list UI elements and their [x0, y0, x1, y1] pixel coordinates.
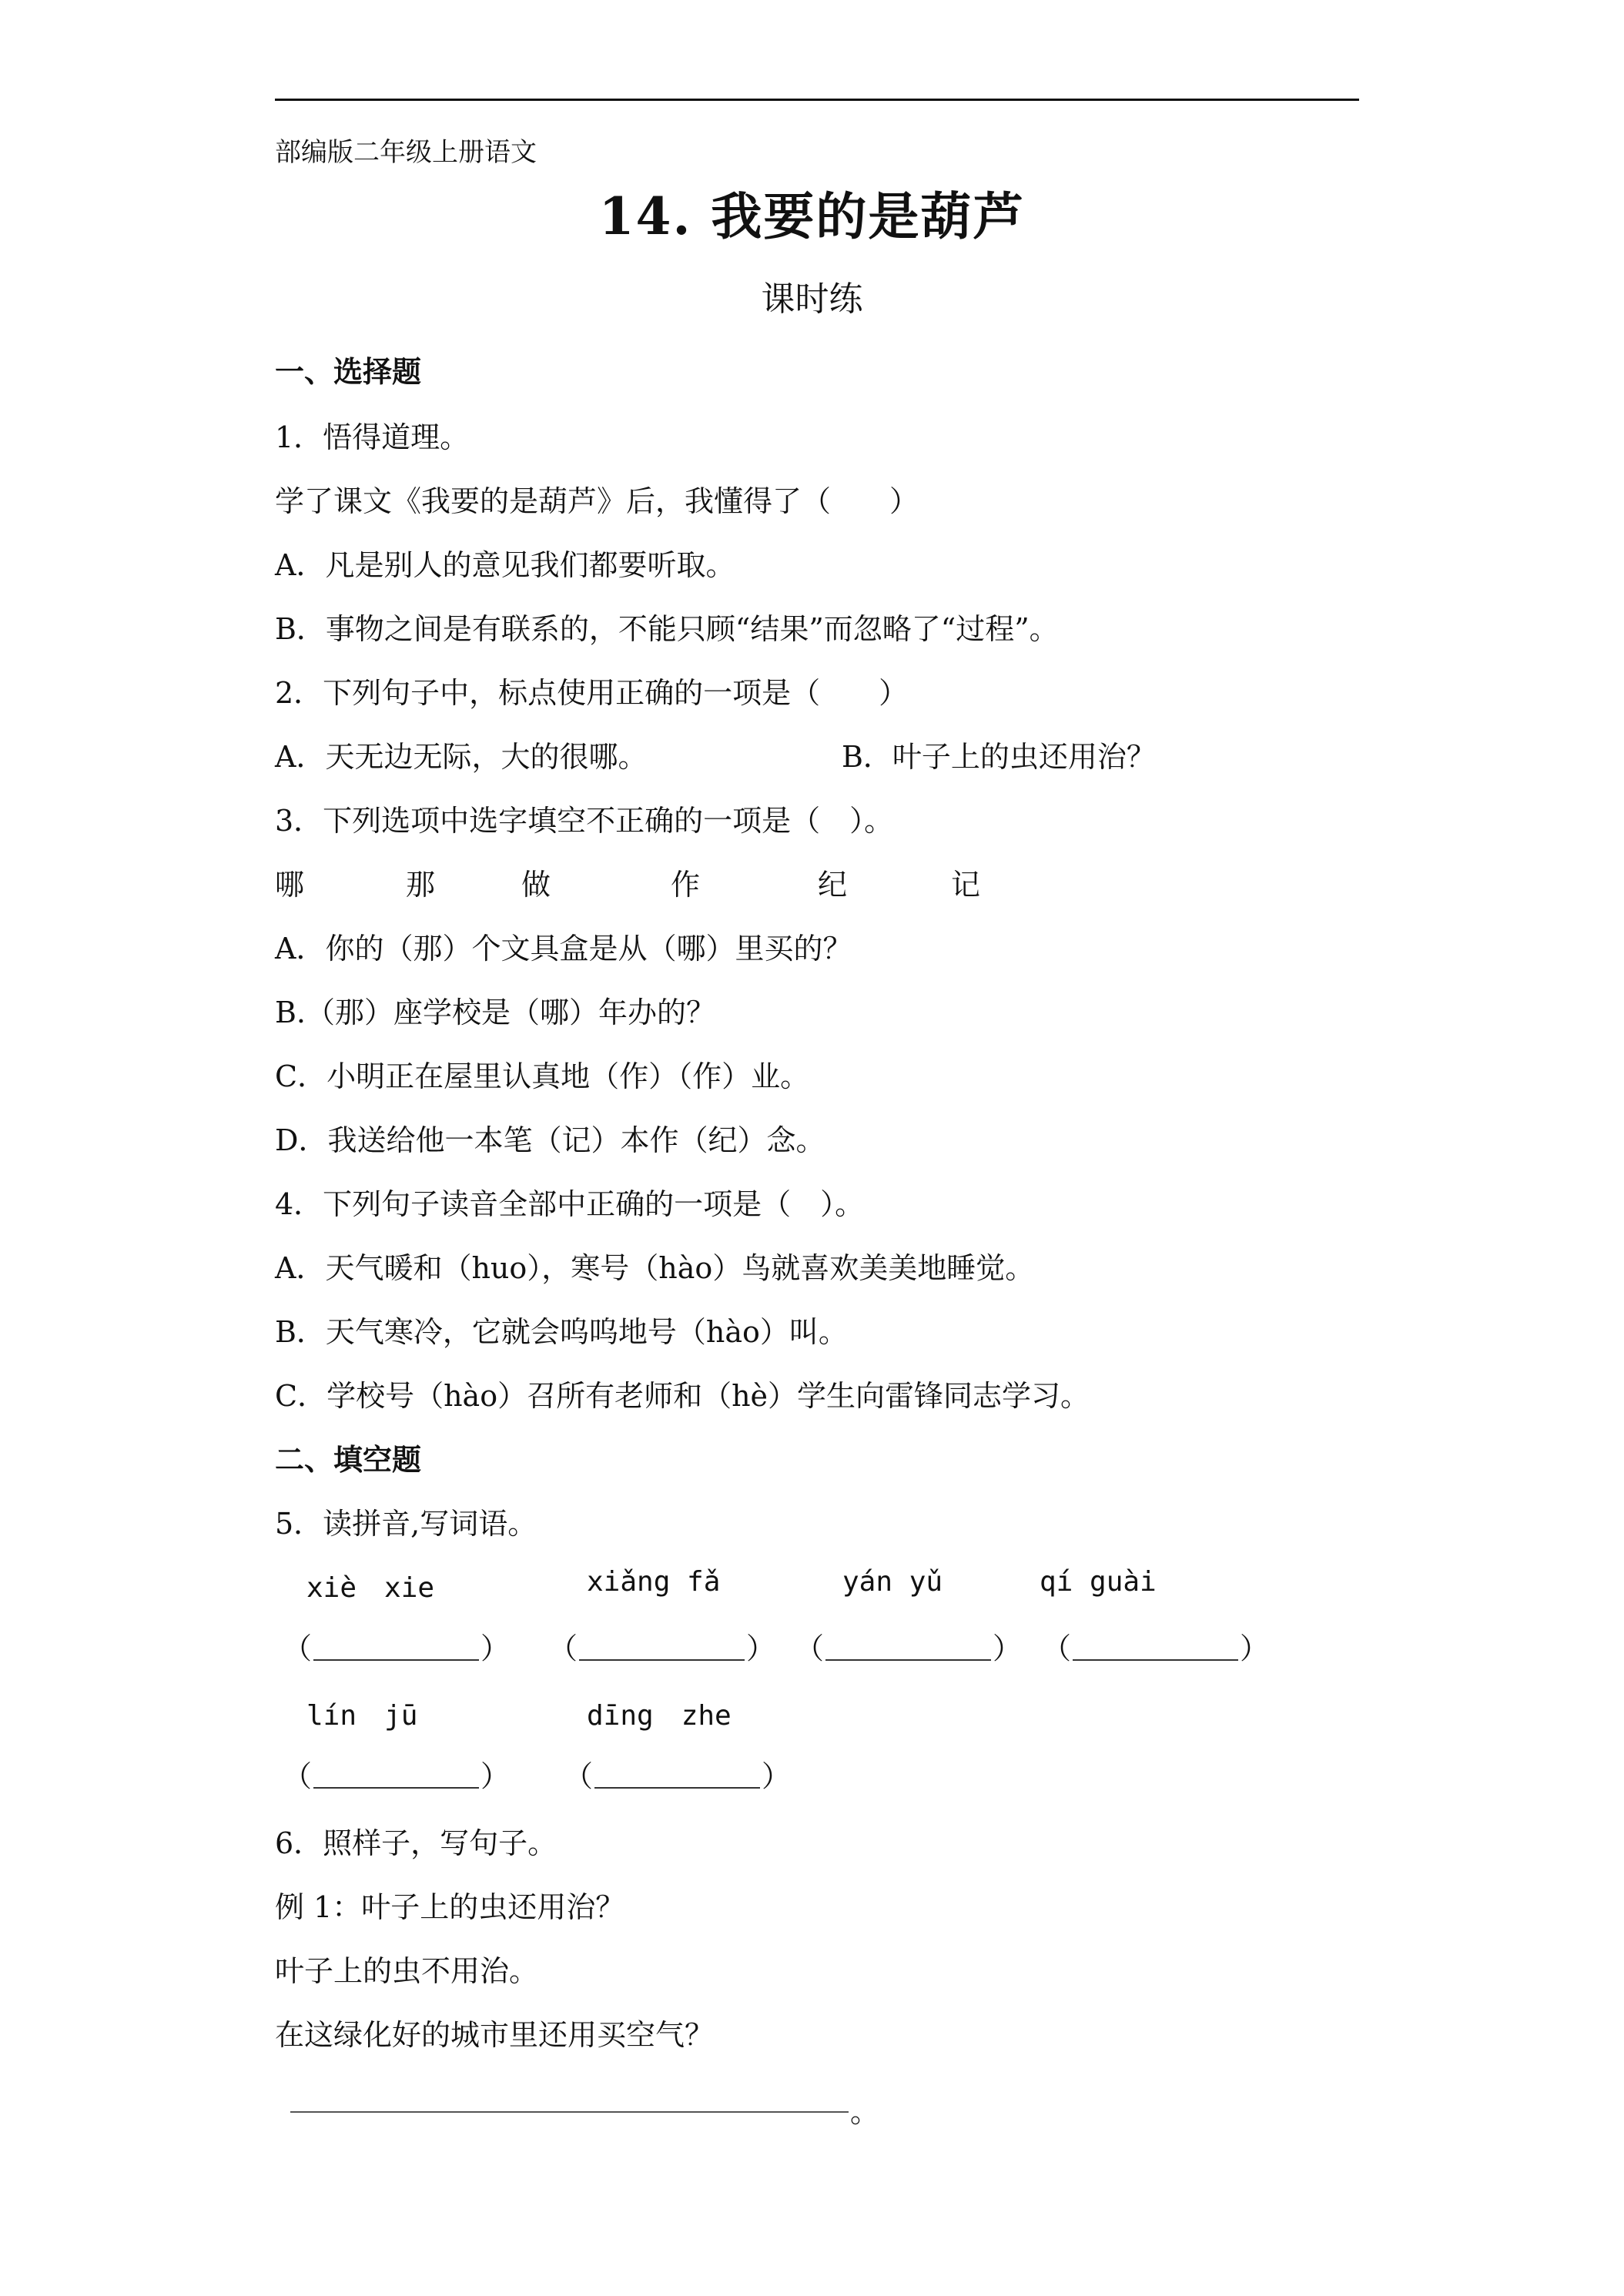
- open-paren: （: [283, 1632, 313, 1665]
- close-paren: ）: [1240, 1632, 1270, 1665]
- q6-answer-line[interactable]: [290, 2110, 849, 2113]
- q3-char: 那: [406, 868, 436, 902]
- textbook-label: 部编版二年级上册语文: [275, 137, 537, 168]
- q3-char: 纪: [818, 868, 848, 902]
- q1-stem: 1．悟得道理。: [275, 420, 470, 454]
- close-paren: ）: [481, 1759, 511, 1793]
- blank-underline: [579, 1636, 745, 1661]
- q3-option-a: A．你的（那）个文具盒是从（哪）里买的？: [275, 932, 852, 966]
- q4-option-a: A．天气暖和（huo），寒号（hào）鸟就喜欢美美地睡觉。: [275, 1251, 1035, 1285]
- close-paren: ）: [993, 1632, 1023, 1665]
- open-paren: （: [283, 1759, 313, 1793]
- close-paren: ）: [481, 1632, 511, 1665]
- open-paren: （: [548, 1632, 578, 1665]
- q5-pinyin: qí guài: [1040, 1566, 1157, 1598]
- q6-stem: 6．照样子，写句子。: [275, 1826, 558, 1860]
- open-paren: （: [795, 1632, 825, 1665]
- q5-answer-blank[interactable]: [548, 1625, 775, 1667]
- lesson-title: 14. 我要的是葫芦: [598, 186, 1026, 246]
- section-heading-fill: 二、填空题: [275, 1442, 422, 1477]
- q2-option-b: B．叶子上的虫还用治？: [842, 740, 1156, 774]
- q4-option-c: C．学校号（hào）召所有老师和（hè）学生向雷锋同志学习。: [275, 1379, 1090, 1413]
- q3-char: 哪: [275, 868, 305, 902]
- open-paren: （: [564, 1759, 594, 1793]
- q5-stem: 5．读拼音,写词语。: [275, 1507, 537, 1541]
- q2-stem: 2．下列句子中，标点使用正确的一项是（ ）: [275, 676, 909, 710]
- q3-option-c: C．小明正在屋里认真地（作）（作）业。: [275, 1059, 810, 1093]
- q3-char: 记: [951, 868, 981, 902]
- close-paren: ）: [746, 1632, 776, 1665]
- q5-answer-blank[interactable]: [283, 1752, 510, 1795]
- q5-pinyin: xiè xie: [306, 1572, 435, 1604]
- q5-answer-blank[interactable]: [564, 1752, 791, 1795]
- q5-pinyin: xiǎng fǎ: [587, 1566, 721, 1598]
- q2-option-a: A．天无边无际，大的很哪。: [275, 740, 648, 774]
- q5-pinyin: lín jū: [306, 1700, 418, 1732]
- q4-stem: 4．下列句子读音全部中正确的一项是（ ）。: [275, 1187, 865, 1221]
- q6-end-mark: 。: [850, 2095, 880, 2129]
- q6-task-sentence: 在这绿化好的城市里还用买空气？: [275, 2018, 715, 2052]
- q5-answer-blank[interactable]: [283, 1625, 510, 1667]
- lesson-subtitle: 课时练: [761, 279, 863, 319]
- q5-pinyin: yán yǔ: [842, 1566, 943, 1598]
- q3-char: 作: [671, 868, 701, 902]
- q3-option-d: D．我送给他一本笔（记）本作（纪）念。: [275, 1123, 825, 1157]
- q5-answer-blank[interactable]: [795, 1625, 1022, 1667]
- q1-prompt: 学了课文《我要的是葫芦》后，我懂得了（ ）: [275, 484, 919, 518]
- q6-example-label: 例 1：叶子上的虫还用治？: [275, 1890, 625, 1924]
- blank-underline: [1073, 1636, 1238, 1661]
- close-paren: ）: [762, 1759, 792, 1793]
- q4-option-b: B．天气寒冷，它就会呜呜地号（hào）叫。: [275, 1315, 848, 1349]
- blank-underline: [825, 1636, 991, 1661]
- section-heading-choice: 一、选择题: [275, 354, 422, 389]
- q1-option-b: B．事物之间是有联系的，不能只顾“结果”而忽略了“过程”。: [275, 612, 1059, 646]
- q3-option-b: B.（那）座学校是（哪）年办的？: [275, 996, 716, 1029]
- q5-pinyin: dīng zhe: [587, 1700, 732, 1732]
- q5-answer-blank[interactable]: [1042, 1625, 1269, 1667]
- open-paren: （: [1042, 1632, 1072, 1665]
- blank-underline: [594, 1764, 760, 1789]
- q3-stem: 3．下列选项中选字填空不正确的一项是（ ）。: [275, 804, 894, 838]
- q1-option-a: A．凡是别人的意见我们都要听取。: [275, 548, 735, 582]
- q3-char: 做: [521, 868, 551, 902]
- header-rule: [275, 99, 1359, 101]
- blank-underline: [313, 1764, 479, 1789]
- blank-underline: [313, 1636, 479, 1661]
- q6-example-answer: 叶子上的虫不用治。: [275, 1954, 539, 1988]
